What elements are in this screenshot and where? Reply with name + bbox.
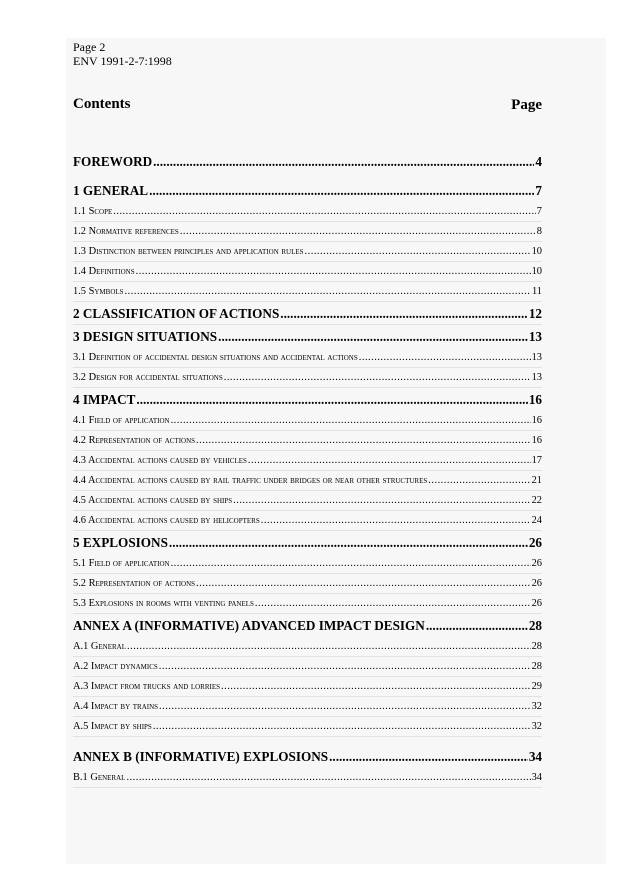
toc-entry-label: A.1 General [73, 641, 127, 652]
toc-entry-3-2[interactable] [73, 368, 542, 388]
toc-entry-page: 13 [528, 329, 542, 344]
toc-entry-label: 5.2 Representation of actions [73, 578, 196, 589]
toc-entry-1-1[interactable] [73, 202, 542, 222]
dot-leader [196, 574, 531, 594]
toc-entry-page: 13 [531, 372, 542, 383]
dot-leader [136, 388, 527, 411]
toc-entry-section-5[interactable] [73, 531, 542, 554]
toc-entry-page: 13 [531, 352, 542, 363]
toc-entry-4-4[interactable] [73, 471, 542, 491]
dot-leader [233, 491, 530, 511]
dot-leader [159, 657, 531, 677]
dot-leader [159, 697, 531, 717]
toc-entry-1-2[interactable] [73, 222, 542, 242]
toc-entry-section-4[interactable] [73, 388, 542, 411]
toc-entry-section-1[interactable] [73, 179, 542, 202]
toc-entry-label: ANNEX A (INFORMATIVE) ADVANCED IMPACT DESIGN [73, 618, 425, 633]
toc-entry-5-1[interactable] [73, 554, 542, 574]
toc-entry-page: 32 [531, 721, 542, 732]
toc-entry-label: 5 EXPLOSIONS [73, 535, 168, 550]
toc-entry-4-1[interactable] [73, 411, 542, 431]
toc-entry-page: 8 [536, 226, 542, 237]
toc-entry-4-6[interactable] [73, 511, 542, 531]
toc-entry-label: 1.2 Normative references [73, 226, 179, 237]
page-column-heading: Page [511, 97, 542, 113]
toc-entry-label: 3 DESIGN SITUATIONS [73, 329, 218, 344]
toc-entry-3-1[interactable] [73, 348, 542, 368]
toc-entry-label: A.3 Impact from trucks and lorries [73, 681, 221, 692]
toc-entry-label: B.1 General [73, 772, 126, 783]
dot-leader [280, 302, 528, 325]
toc-entry-page: 17 [531, 455, 542, 466]
toc-entry-a-1[interactable] [73, 637, 542, 657]
toc-entry-label: 3.1 Definition of accidental design situations and accidental actions [73, 352, 358, 363]
toc-entry-a-3[interactable] [73, 677, 542, 697]
toc-entry-label: 1.4 Definitions [73, 266, 135, 277]
dot-leader [196, 431, 531, 451]
toc-entry-label: ANNEX B (INFORMATIVE) EXPLOSIONS [73, 749, 329, 764]
table-of-contents [73, 150, 542, 788]
toc-entry-label: 1.5 Symbols [73, 286, 124, 297]
toc-entry-section-3[interactable] [73, 325, 542, 348]
toc-entry-page: 4 [535, 154, 542, 169]
toc-entry-page: 11 [531, 286, 542, 297]
toc-entry-page: 21 [531, 475, 542, 486]
toc-entry-foreword[interactable] [73, 150, 542, 173]
toc-entry-page: 10 [531, 246, 542, 257]
toc-entry-1-4[interactable] [73, 262, 542, 282]
page-label: Page 2 [73, 40, 106, 54]
dot-leader [218, 325, 528, 348]
toc-entry-label: 5.1 Field of application [73, 558, 170, 569]
toc-entry-page: 24 [531, 515, 542, 526]
toc-entry-4-5[interactable] [73, 491, 542, 511]
dot-leader [221, 677, 531, 697]
toc-entry-label: 4.2 Representation of actions [73, 435, 196, 446]
toc-entry-4-2[interactable] [73, 431, 542, 451]
contents-heading: Contents [73, 96, 131, 112]
toc-entry-page: 7 [535, 183, 542, 198]
toc-entry-label: 4 IMPACT [73, 392, 136, 407]
toc-entry-label: A.5 Impact by ships [73, 721, 152, 732]
toc-entry-page: 32 [531, 701, 542, 712]
toc-entry-label: 4.6 Accidental actions caused by helicopters [73, 515, 260, 526]
dot-leader [113, 202, 536, 222]
dot-leader [428, 471, 530, 491]
toc-entry-5-3[interactable] [73, 594, 542, 614]
toc-entry-5-2[interactable] [73, 574, 542, 594]
toc-entry-page: 28 [531, 661, 542, 672]
toc-entry-label: 4.1 Field of application [73, 415, 170, 426]
toc-entry-label: 2 CLASSIFICATION OF ACTIONS [73, 306, 280, 321]
toc-entry-1-5[interactable] [73, 282, 542, 302]
toc-entry-label: 4.4 Accidental actions caused by rail traffic under bridges or near other structures [73, 475, 428, 486]
dot-leader [224, 368, 531, 388]
toc-entry-page: 16 [531, 435, 542, 446]
dot-leader [153, 717, 531, 737]
toc-entry-section-2[interactable] [73, 302, 542, 325]
toc-entry-page: 26 [531, 558, 542, 569]
toc-entry-4-3[interactable] [73, 451, 542, 471]
toc-entry-page: 22 [531, 495, 542, 506]
toc-entry-page: 7 [536, 206, 542, 217]
toc-entry-page: 28 [531, 641, 542, 652]
dot-leader [255, 594, 531, 614]
toc-entry-label: 4.5 Accidental actions caused by ships [73, 495, 233, 506]
toc-entry-label: A.4 Impact by trains [73, 701, 159, 712]
dot-leader [136, 262, 531, 282]
toc-entry-label: FOREWORD [73, 154, 153, 169]
toc-entry-label: 1.1 Scope [73, 206, 113, 217]
toc-entry-annex-a[interactable] [73, 614, 542, 637]
dot-leader [171, 554, 531, 574]
dot-leader [153, 150, 534, 173]
toc-entry-page: 26 [528, 535, 542, 550]
dot-leader [125, 282, 531, 302]
toc-entry-annex-b[interactable] [73, 745, 542, 768]
toc-entry-page: 28 [528, 618, 542, 633]
toc-entry-page: 26 [531, 598, 542, 609]
toc-entry-a-4[interactable] [73, 697, 542, 717]
dot-leader [329, 745, 528, 768]
toc-entry-1-3[interactable] [73, 242, 542, 262]
dot-leader [149, 179, 534, 202]
dot-leader [169, 531, 528, 554]
toc-entry-label: 1 GENERAL [73, 183, 149, 198]
toc-entry-label: 4.3 Accidental actions caused by vehicles [73, 455, 247, 466]
dot-leader [426, 614, 528, 637]
dot-leader [127, 637, 531, 657]
toc-entry-label: 1.3 Distinction between principles and application rules [73, 246, 304, 257]
toc-entry-page: 10 [531, 266, 542, 277]
toc-entry-a-2[interactable] [73, 657, 542, 677]
toc-entry-page: 34 [528, 749, 542, 764]
standard-reference: ENV 1991-2-7:1998 [73, 54, 172, 68]
toc-entry-page: 16 [528, 392, 542, 407]
toc-entry-page: 12 [528, 306, 542, 321]
toc-entry-page: 16 [531, 415, 542, 426]
dot-leader [261, 511, 531, 531]
toc-entry-page: 34 [531, 772, 542, 783]
dot-leader [305, 242, 531, 262]
dot-leader [171, 411, 531, 431]
toc-entry-label: A.2 Impact dynamics [73, 661, 158, 672]
dot-leader [359, 348, 531, 368]
toc-entry-label: 5.3 Explosions in rooms with venting panels [73, 598, 254, 609]
dot-leader [126, 768, 530, 788]
dot-leader [180, 222, 536, 242]
toc-entry-page: 26 [531, 578, 542, 589]
dot-leader [248, 451, 531, 471]
toc-entry-a-5[interactable] [73, 717, 542, 737]
toc-entry-b-1[interactable] [73, 768, 542, 788]
toc-entry-page: 29 [531, 681, 542, 692]
toc-entry-label: 3.2 Design for accidental situations [73, 372, 223, 383]
